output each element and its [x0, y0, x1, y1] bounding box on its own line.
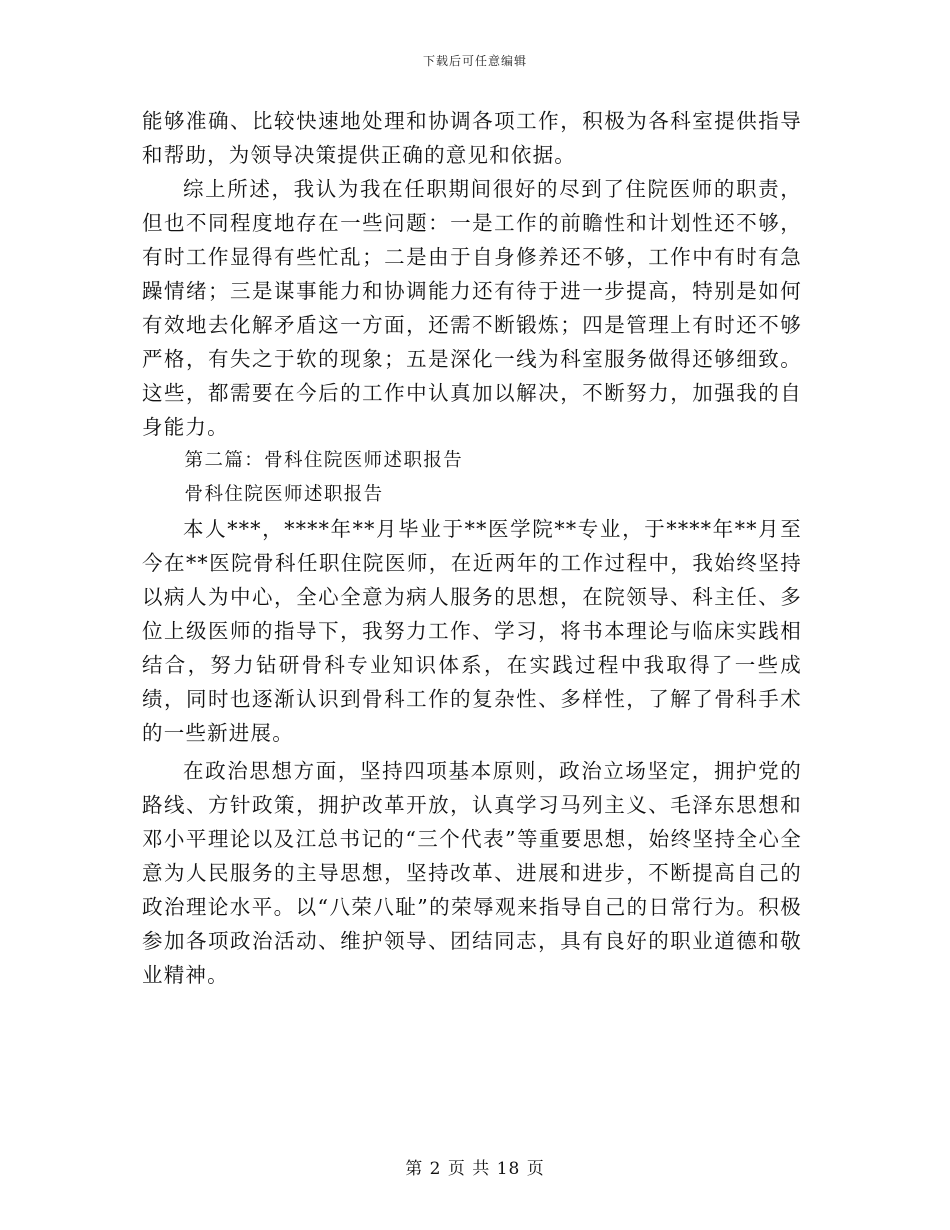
document-body: [142, 104, 802, 992]
paragraph-continuation: 能够准确、比较快速地处理和协调各项工作，积极为各科室提供指导和帮助，为领导决策提供正确的意见和依据。: [142, 109, 802, 167]
page-header: 下载后可任意编辑: [422, 54, 527, 68]
paragraph-political-thought: 在政治思想方面，坚持四项基本原则，政治立场坚定，拥护党的路线、方针政策，拥护改革开放，认真学习马列主义、毛泽东思想和邓小平理论以及江总书记的“三个代表”等重要思想，始终坚持全心全意为人民服务的主导思想，坚持改革、进展和进步，不断提高自己的政治理论水平。以“八荣八耻”的荣辱观来指导自己的日常行为。积极参加各项政治活动、维护领导、团结同志，具有良好的职业道德和敬业精神。: [142, 759, 802, 987]
section-title: 第二篇：骨科住院医师述职报告: [184, 450, 464, 471]
report-title: 骨科住院医师述职报告: [184, 484, 384, 505]
page-number: 第 2 页 共 18 页: [405, 1159, 545, 1179]
paragraph-introduction: 本人***，****年**月毕业于**医学院**专业，于****年**月至今在**医院骨科任职住院医师，在近两年的工作过程中，我始终坚持以病人为中心，全心全意为病人服务的思想，在院领导、科主任、多位上级医师的指导下，我努力工作、学习，将书本理论与临床实践相结合，努力钻研骨科专业知识体系，在实践过程中我取得了一些成绩，同时也逐渐认识到骨科工作的复杂性、多样性，了解了骨科手术的一些新进展。: [142, 517, 802, 745]
paragraph-summary: 综上所述，我认为我在任职期间很好的尽到了住院医师的职责，但也不同程度地存在一些问题：一是工作的前瞻性和计划性还不够，有时工作显得有些忙乱；二是由于自身修养还不够，工作中有时有急躁情绪；三是谋事能力和协调能力还有待于进一步提高，特别是如何有效地去化解矛盾这一方面，还需不断锻炼；四是管理上有时还不够严格，有失之于软的现象；五是深化一线为科室服务做得还够细致。这些，都需要在今后的工作中认真加以解决，不断努力，加强我的自身能力。: [142, 177, 802, 439]
